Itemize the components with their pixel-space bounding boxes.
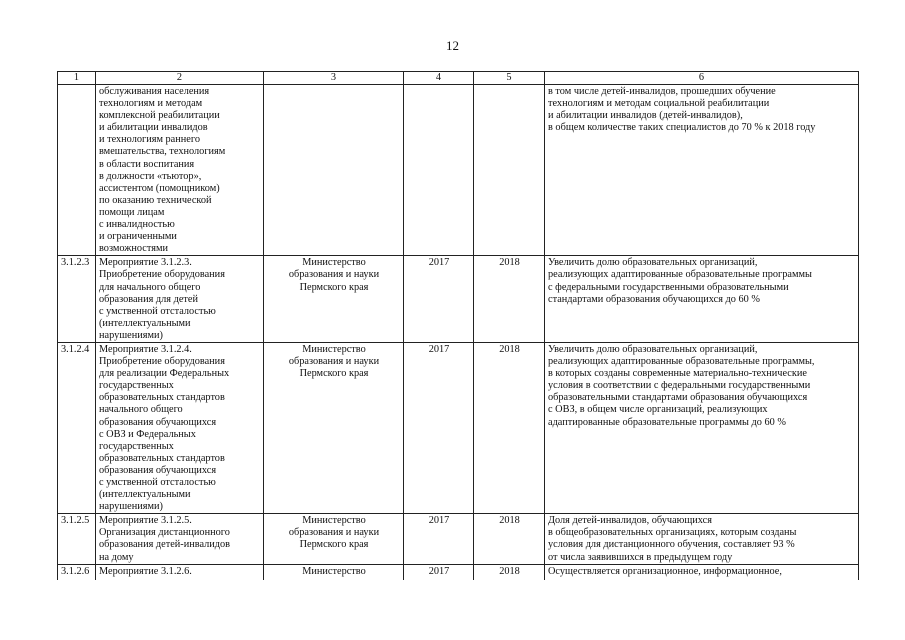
- executor-cell: [264, 85, 404, 256]
- row-number: [58, 85, 96, 256]
- header-cell-5: 5: [474, 72, 545, 85]
- table-row: [58, 564, 859, 580]
- table-row: [58, 514, 859, 564]
- row-number: 3.1.2.6: [58, 564, 96, 580]
- result-cell: Увеличить долю образовательных организаций, реализующих адаптированные образовательные программы, в которых созданы современные материально-технические условия в соответствии с федеральными государственными образовательными стандартами образования обучающихся с ОВЗ, в общем числе организаций, реализующих адаптированные образовательные программы до 60 %: [545, 342, 859, 513]
- result-cell: Доля детей-инвалидов, обучающихся в общеобразовательных организациях, которым созданы условия для дистанционного обучения, составляет 93 % от числа заявившихся в предыдущем году: [545, 514, 859, 564]
- page-number: 12: [446, 38, 459, 53]
- result-cell: в том числе детей-инвалидов, прошедших обучение технологиям и методам социальной реабилитации и абилитации инвалидов (детей-инвалидов), в общем количестве таких специалистов до 70 % к 2018 году: [545, 85, 859, 256]
- header-cell-6: 6: [545, 72, 859, 85]
- end-year-cell: [474, 85, 545, 256]
- measure-cell: Мероприятие 3.1.2.3. Приобретение оборудования для начального общего образования для детей с умственной отсталостью (интеллектуальными нарушениями): [96, 256, 264, 343]
- executor-cell: Министерство образования и науки Пермского края: [264, 514, 404, 564]
- header-cell-2: 2: [96, 72, 264, 85]
- table-row: [58, 85, 859, 256]
- end-year-cell: 2018: [474, 564, 545, 580]
- executor-cell: Министерство: [264, 564, 404, 580]
- measure-cell: Мероприятие 3.1.2.6.: [96, 564, 264, 580]
- table-row: [58, 256, 859, 343]
- start-year-cell: 2017: [404, 342, 474, 513]
- end-year-cell: 2018: [474, 342, 545, 513]
- start-year-cell: 2017: [404, 256, 474, 343]
- row-number: 3.1.2.4: [58, 342, 96, 513]
- row-number: 3.1.2.5: [58, 514, 96, 564]
- header-cell-1: 1: [58, 72, 96, 85]
- activities-table: [57, 71, 859, 580]
- end-year-cell: 2018: [474, 256, 545, 343]
- measure-cell: Мероприятие 3.1.2.4. Приобретение оборудования для реализации Федеральных государственных образовательных стандартов начального общего образования обучающихся с ОВЗ и Федеральных государственных образовательных стандартов образования обучающихся с умственной отсталостью (интеллектуальными нарушениями): [96, 342, 264, 513]
- start-year-cell: 2017: [404, 564, 474, 580]
- executor-cell: Министерство образования и науки Пермского края: [264, 256, 404, 343]
- result-cell: Увеличить долю образовательных организаций, реализующих адаптированные образовательные программы с федеральными государственными образовательными стандартами образования обучающихся до 60 %: [545, 256, 859, 343]
- row-number: 3.1.2.3: [58, 256, 96, 343]
- executor-cell: Министерство образования и науки Пермского края: [264, 342, 404, 513]
- start-year-cell: 2017: [404, 514, 474, 564]
- result-cell: Осуществляется организационное, информационное,: [545, 564, 859, 580]
- measure-cell: Мероприятие 3.1.2.5. Организация дистанционного образования детей-инвалидов на дому: [96, 514, 264, 564]
- table-row: [58, 342, 859, 513]
- measure-cell: обслуживания населения технологиям и методам комплексной реабилитации и абилитации инвалидов и технологиям раннего вмешательства, технологиям в области воспитания в должности «тьютор», ассистентом (помощником) по оказанию технической помощи лицам с инвалидностью и ограниченными возможностями: [96, 85, 264, 256]
- end-year-cell: 2018: [474, 514, 545, 564]
- header-cell-3: 3: [264, 72, 404, 85]
- header-cell-4: 4: [404, 72, 474, 85]
- table-header-row: [58, 72, 859, 85]
- start-year-cell: [404, 85, 474, 256]
